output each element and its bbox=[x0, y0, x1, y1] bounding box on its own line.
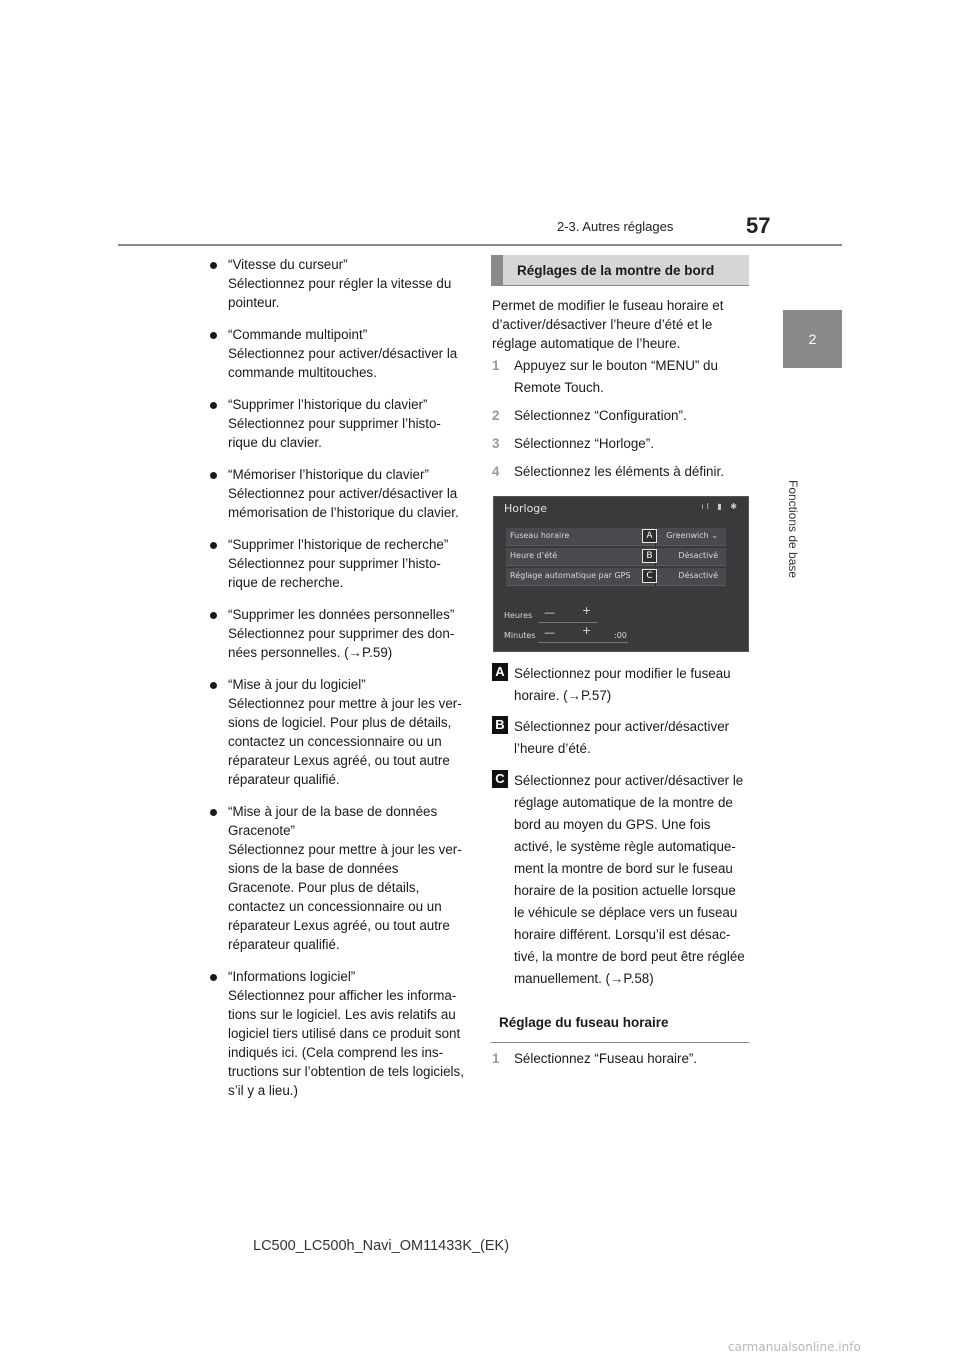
bullet-icon bbox=[210, 974, 217, 981]
heading-bar bbox=[491, 255, 503, 286]
bullet-item: “Supprimer les données personnelles” Sélectionnez pour supprimer des don- nées personnelles. (→P.59) bbox=[210, 605, 472, 662]
letter-badge-b: B bbox=[492, 716, 508, 734]
bullet-icon bbox=[210, 809, 217, 816]
bullet-item: “Informations logiciel” Sélectionnez pour afficher les informa- tions sur le logiciel. Les avis relatifs au logiciel tiers utilisé dans ce produit sont indiqués ici. (Cela comprend les ins- tructions sur l’obtention de tels logiciels, s’il y a lieu.) bbox=[210, 967, 472, 1100]
hours-minus-button[interactable]: — bbox=[544, 606, 555, 619]
bullet-icon bbox=[210, 472, 217, 479]
screen-title: Horloge bbox=[504, 502, 548, 515]
callout-c: C bbox=[642, 569, 657, 583]
settings-bullet-list bbox=[210, 255, 472, 1113]
callout-b: B bbox=[642, 549, 657, 563]
bullet-icon bbox=[210, 402, 217, 409]
bullet-icon bbox=[210, 542, 217, 549]
bullet-item: “Vitesse du curseur” Sélectionnez pour régler la vitesse du pointeur. bbox=[210, 255, 472, 312]
section-intro: Permet de modifier le fuseau horaire et d’activer/désactiver l’heure d’été et le réglage automatique de l’heure. bbox=[492, 298, 724, 351]
minutes-minus-button[interactable]: — bbox=[544, 626, 555, 639]
section-heading-clock: Réglages de la montre de bord bbox=[491, 255, 749, 286]
hours-divider bbox=[538, 622, 598, 623]
bullet-icon bbox=[210, 262, 217, 269]
bullet-item: “Commande multipoint” Sélectionnez pour activer/désactiver la commande multitouches. bbox=[210, 325, 472, 382]
header-divider bbox=[118, 244, 842, 246]
hours-plus-button[interactable]: + bbox=[582, 604, 592, 617]
chapter-tab: 2 bbox=[783, 310, 842, 368]
callout-a: A bbox=[642, 529, 657, 543]
status-icons: ıl ▮ ✱ bbox=[701, 502, 740, 511]
timezone-row[interactable]: Fuseau horaire A Greenwich ⌄ bbox=[506, 528, 726, 546]
document-code: LC500_LC500h_Navi_OM11433K_(EK) bbox=[253, 1238, 510, 1254]
clock-settings-screen bbox=[493, 496, 749, 652]
page-number: 57 bbox=[746, 213, 771, 238]
bullet-icon bbox=[210, 332, 217, 339]
section-title: 2-3. Autres réglages bbox=[557, 219, 674, 234]
section-heading-timezone: Réglage du fuseau horaire bbox=[491, 1002, 749, 1043]
watermark: carmanualsonline.info bbox=[728, 1340, 861, 1354]
bullet-item: “Mémoriser l’historique du clavier” Sélectionnez pour activer/désactiver la mémorisation de l’historique du clavier. bbox=[210, 465, 472, 522]
bullet-item: “Supprimer l’historique de recherche” Sélectionnez pour supprimer l’histo- rique de recherche. bbox=[210, 535, 472, 592]
gps-auto-row[interactable]: Réglage automatique par GPS C Désactivé bbox=[506, 568, 726, 586]
hours-label: Heures bbox=[504, 611, 533, 620]
minutes-plus-button[interactable]: + bbox=[582, 624, 592, 637]
dst-row[interactable]: Heure d’été B Désactivé bbox=[506, 548, 726, 566]
letter-badge-c: C bbox=[492, 770, 508, 788]
minutes-value: :00 bbox=[614, 631, 627, 640]
letter-badge-a: A bbox=[492, 663, 508, 681]
minutes-divider bbox=[538, 642, 628, 643]
bullet-icon bbox=[210, 612, 217, 619]
bullet-item: “Supprimer l’historique du clavier” Sélectionnez pour supprimer l’histo- rique du clavier. bbox=[210, 395, 472, 452]
bullet-item: “Mise à jour de la base de données Gracenote” Sélectionnez pour mettre à jour les ver- sions de la base de données Gracenote. Pour plus de détails, contactez un concessionnaire ou un réparateur Lexus agréé, ou tout autre réparateur qualifié. bbox=[210, 802, 472, 954]
chapter-label: Fonctions de base bbox=[786, 480, 800, 579]
minutes-label: Minutes bbox=[504, 631, 536, 640]
bullet-item: “Mise à jour du logiciel” Sélectionnez pour mettre à jour les ver- sions de logiciel. Pour plus de détails, contactez un concessionnaire ou un réparateur Lexus agréé, ou tout autre réparateur qualifié. bbox=[210, 675, 472, 789]
bullet-icon bbox=[210, 682, 217, 689]
